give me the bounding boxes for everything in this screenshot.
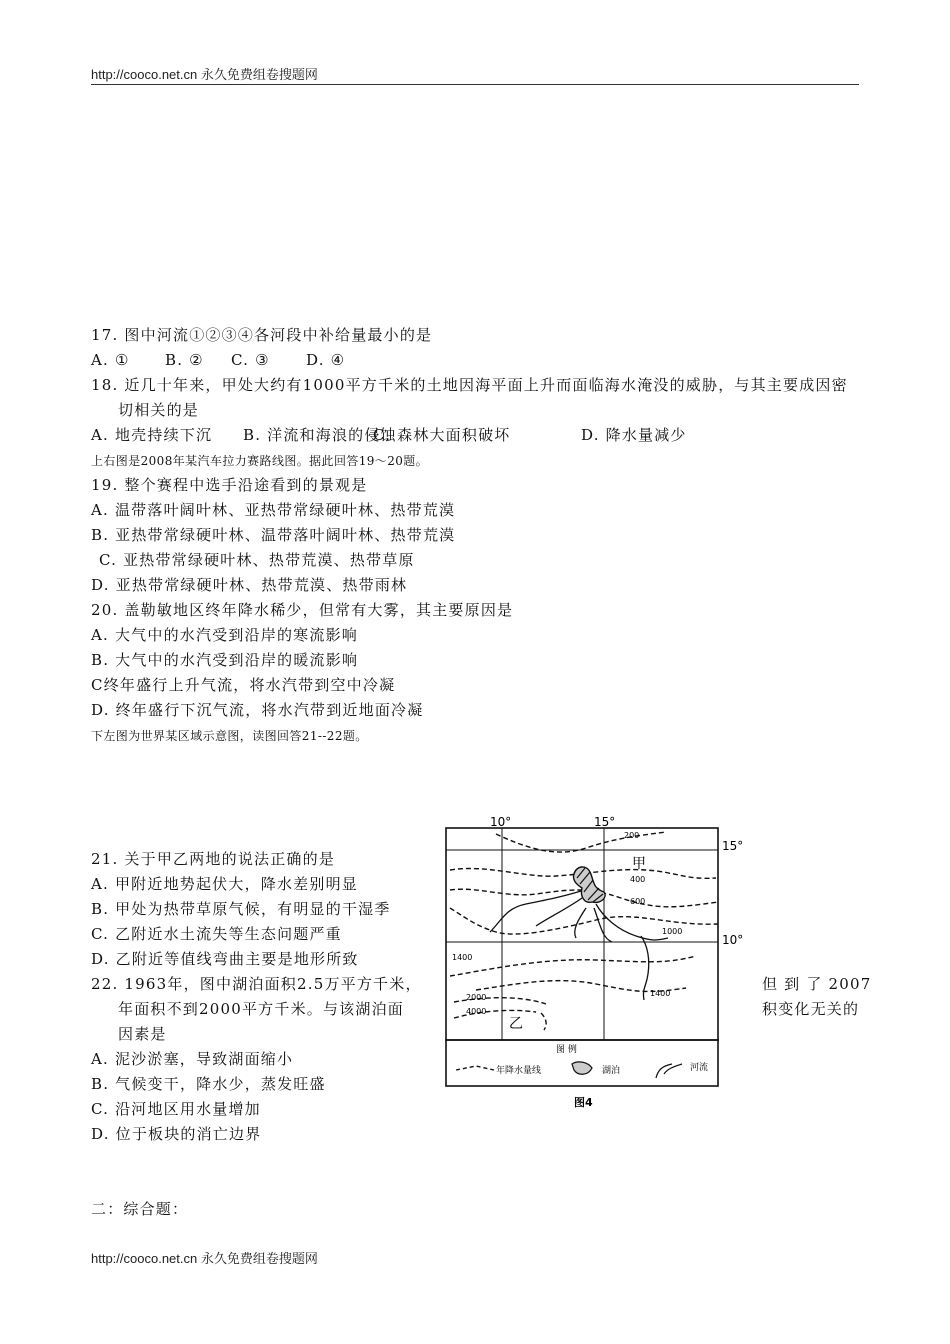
lat-label-10: 10° bbox=[722, 933, 744, 947]
place-jia: 甲 bbox=[632, 856, 646, 872]
q19-option-d: D. 亚热带常绿硬叶林、热带荒漠、热带雨林 bbox=[91, 576, 408, 594]
header-divider bbox=[91, 84, 859, 85]
q19-option-b: B. 亚热带常绿硬叶林、温带落叶阔叶林、热带荒漠 bbox=[91, 526, 456, 544]
q19-option-a: A. 温带落叶阔叶林、亚热带常绿硬叶林、热带荒漠 bbox=[91, 501, 456, 519]
q18-option-c: C. 森林大面积破坏 bbox=[373, 426, 511, 444]
q18-option-d: D. 降水量减少 bbox=[581, 426, 687, 444]
isohyet-label-1400-east: 1400 bbox=[650, 989, 671, 998]
q17-option-d: D. ④ bbox=[306, 351, 346, 369]
header-url-text: http://cooco.net.cn 永久免费组卷搜题网 bbox=[91, 67, 318, 82]
legend-lake-label: 湖泊 bbox=[602, 1066, 621, 1076]
lat-label-15: 15° bbox=[722, 839, 744, 853]
q22-stem-line2-right: 积变化无关的 bbox=[762, 1000, 860, 1018]
footer-url-text: http://cooco.net.cn 永久免费组卷搜题网 bbox=[91, 1251, 318, 1266]
q20-option-d: D. 终年盛行下沉气流，将水汽带到近地面冷凝 bbox=[91, 701, 424, 719]
q18-options bbox=[91, 425, 687, 445]
q18-option-b: B. 洋流和海浪的侵蚀 bbox=[243, 426, 397, 444]
isohyet-label-1000: 1000 bbox=[662, 927, 683, 936]
legend-isohyet-label: 年降水量线 bbox=[496, 1066, 542, 1076]
q21-option-a: A. 甲附近地势起伏大，降水差别明显 bbox=[91, 875, 358, 893]
q21-option-b: B. 甲处为热带草原气候，有明显的干湿季 bbox=[91, 900, 391, 918]
note-q19-20: 上右图是2008年某汽车拉力赛路线图。据此回答19～20题。 bbox=[91, 454, 429, 468]
q19-stem: 19. 整个赛程中选手沿途看到的景观是 bbox=[91, 476, 368, 494]
q17-option-b: B. ② bbox=[165, 351, 204, 369]
figure-caption: 图4 bbox=[574, 1096, 593, 1109]
lon-label-15: 15° bbox=[594, 815, 616, 829]
q22-option-c: C. 沿河地区用水量增加 bbox=[91, 1100, 261, 1118]
legend-isohyet-icon bbox=[456, 1066, 494, 1070]
isohyet-label-400: 400 bbox=[630, 875, 646, 884]
q19-option-c: C. 亚热带常绿硬叶林、热带荒漠、热带草原 bbox=[99, 551, 415, 569]
place-yi: 乙 bbox=[509, 1016, 523, 1032]
q22-option-a: A. 泥沙淤塞，导致湖面缩小 bbox=[91, 1050, 294, 1068]
q17-options bbox=[91, 350, 345, 370]
q18-stem: 18. 近几十年来，甲处大约有1000平方千米的土地因海平面上升而面临海水淹没的威胁，与其主要成因密 bbox=[91, 376, 848, 394]
q20-stem: 20. 盖勒敏地区终年降水稀少，但常有大雾，其主要原因是 bbox=[91, 601, 514, 619]
isohyet-label-1400-west: 1400 bbox=[452, 953, 473, 962]
q22-option-b: B. 气候变干，降水少，蒸发旺盛 bbox=[91, 1075, 326, 1093]
q22-option-d: D. 位于板块的消亡边界 bbox=[91, 1125, 262, 1143]
lon-label-10: 10° bbox=[490, 815, 512, 829]
legend-lake-icon bbox=[572, 1062, 592, 1074]
q17-option-c: C. ③ bbox=[231, 351, 270, 369]
isohyet-label-4000: 4000 bbox=[466, 1007, 487, 1016]
isohyet-label-2000: 2000 bbox=[466, 993, 487, 1002]
q18-option-a: A. 地壳持续下沉 bbox=[91, 426, 213, 444]
q22-stem-line3: 因素是 bbox=[118, 1025, 167, 1043]
q20-option-b: B. 大气中的水汽受到沿岸的暖流影响 bbox=[91, 651, 359, 669]
q21-option-c: C. 乙附近水土流失等生态问题严重 bbox=[91, 925, 342, 943]
q20-option-c: C终年盛行上升气流，将水汽带到空中冷凝 bbox=[91, 676, 396, 694]
region-map-figure bbox=[436, 808, 756, 1118]
legend-river-icon bbox=[656, 1064, 682, 1078]
note-q21-22: 下左图为世界某区域示意图，读图回答21--22题。 bbox=[91, 729, 368, 743]
q17-option-a: A. ① bbox=[91, 351, 130, 369]
q17-stem: 17. 图中河流①②③④各河段中补给量最小的是 bbox=[91, 326, 433, 344]
q18-stem-line2: 切相关的是 bbox=[118, 401, 200, 419]
q22-stem: 22. 1963年，图中湖泊面积2.5万平方千米， bbox=[91, 975, 422, 993]
q20-option-a: A. 大气中的水汽受到沿岸的寒流影响 bbox=[91, 626, 358, 644]
isohyet-label-200: 200 bbox=[624, 831, 640, 840]
q22-stem-right: 但 到 了 2007 bbox=[762, 975, 872, 993]
q21-stem: 21. 关于甲乙两地的说法正确的是 bbox=[91, 850, 336, 868]
section-2-heading: 二：综合题： bbox=[91, 1200, 189, 1218]
region-map bbox=[436, 808, 756, 1118]
legend-river-label: 河流 bbox=[690, 1063, 709, 1073]
legend-title: 图 例 bbox=[556, 1045, 577, 1055]
isohyet-label-600: 600 bbox=[630, 897, 646, 906]
q21-option-d: D. 乙附近等值线弯曲主要是地形所致 bbox=[91, 950, 359, 968]
q22-stem-line2: 年面积不到2000平方千米。与该湖泊面 bbox=[118, 1000, 404, 1018]
